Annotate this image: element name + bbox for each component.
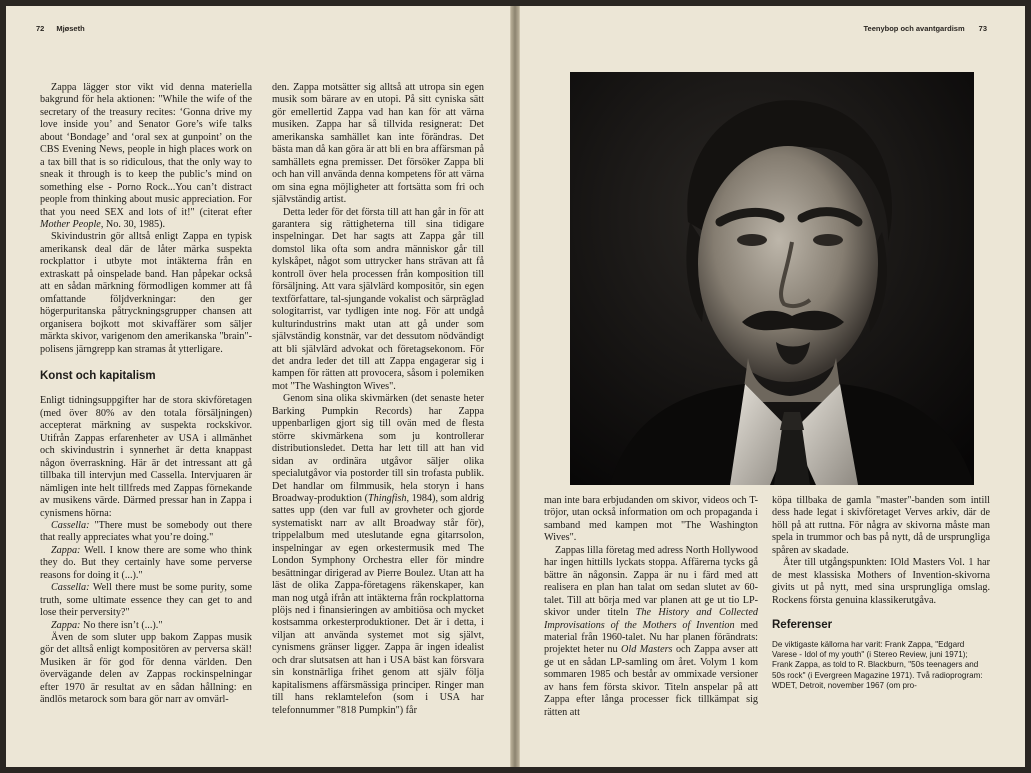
section-heading: Konst och kapitalism: [40, 369, 156, 382]
dialogue-line: Cassella: "There must be somebody out there that really appreciates what you’re doing.": [40, 519, 252, 544]
paragraph: Åter till utgångspunkten: IOld Masters Vol. 1 har de mest klassiska Mothers of Invention-skivorna givits ut på nytt, med sina ursprungliga omslag. Rockens första genuina klassikerutgåva.: [772, 557, 990, 606]
portrait-illustration: [570, 72, 974, 485]
paragraph: den. Zappa motsätter sig alltså att utropa sin egen musik som bärare av en utopi. På sitt cyniska sätt gör emellertid Zappa vad han kan för att värna musiken. Zappa har så tillvida resignerat: Det amerikanska samhället kan inte förändras. Det bästa man då kan göra är att bli en bra affärsman på samhällets egna premisser. Det försöker Zappa bli och han vill använda denna kompetens för att värna om sina egna möjligheter att fortsätta som fri och självständig artist.: [272, 82, 484, 206]
dialogue-line: Cassella: Well there must be some purity, some truth, some ultimate essence they can get to and lose their perversity?": [40, 582, 252, 619]
paragraph: Detta leder för det första till att han går in för att garantera sig rättigheterna till sina tidigare inspelningar. Det har sagts att Zappa går till domstol lika ofta som andra människor går till kylskåpet, något som uttrycker hans strävan att få kontroll över hela processen från komposition till försäljning. Att vara självlärd kompositör, sin egen textförfattare, tal-sjungande vokalist och särpräglad sologitarrist, var tydligen inte nog. För att undgå kulturindustrins makt utan att gå under som självständig konstnär, var det dessutom nödvändigt att bli självlärd advokat och företagsekonom. För det andra leder det till att Zappa engagerar sig i kampen för rätten att provocera, såsom i polemiken mot "The Washington Wives".: [272, 206, 484, 392]
citation-title: Mother People: [40, 218, 101, 230]
references-text: De viktigaste källorna har varit: Frank Zappa, "Edgard Varese - Idol of my youth" (i Stereo Review, juni 1971); Frank Zappa, as told to R. Blackburn, "50s teenagers and 50s rock" (i Evergreen Magazine 1971). Två radioprogram: WDET, Detroit, november 1967 (om pro-: [772, 639, 983, 691]
right-column-2: [772, 495, 990, 763]
dialogue-line: Zappa: Well. I know there are some who think they do. But they certainly have some perverse reasons for doing it (...).": [40, 544, 252, 581]
right-page-number: 73: [978, 24, 987, 33]
paragraph: man inte bara erbjudanden om skivor, videos och T-tröjor, utan också information om och propaganda i samband med kampen mot "The Washington Wives".: [544, 495, 758, 544]
left-running-head-author: Mjøseth: [56, 24, 85, 33]
right-running-head-title: Teenybop och avantgardism: [863, 24, 965, 33]
left-page-number: 72: [36, 24, 45, 33]
portrait-photo: [570, 72, 974, 485]
paragraph: Genom sina olika skivmärken (det senaste heter Barking Pumpkin Records) har Zappa uppenbarligen gjort sig till ovän med de flesta större skivmärkena som ju kontrollerar distributionsledet. Detta har lett till att han vid sidan av ordinära utgåvor säljer olika specialutgåvor via postorder till sin trofasta publik. Det handlar om filmmusik, hela storyn i hans Broadway-produktion (Thingfish, 1984), som aldrig sattes upp (den var full av grovheter och gjorde systematiskt narr av allt Broadway står för), trippelalbum med uteslutande egna gitarrsolon, inspelningar av egen orkestermusik med The London Symphony Orchestra eller för mindre besättningar dirigerad av Pierre Boulez. Utan att ha läst de olika Zappa-företagens räkenskaper, kan man nog utgå ifrån att intäkterna från rockplattorna plöjs ned i finansieringen av ambitiösa och mycket kostsamma orkesterproduktioner. Det är i detta, i viljan att använda systemet mot sig självt, cynismens gränser ligger. Zappa är ingen idealist och drar slutsatsen att han i USA bäst kan försvara sin konstnärliga frihet genom att själv följa kapitalismens affärsmässiga principer. Ringer man till hans reklamtelefon (som i USA har telefonnummer "818 Pumpkin") får: [272, 393, 484, 716]
speaker: Cassella:: [51, 519, 90, 531]
left-column-2: [272, 82, 484, 762]
paragraph: Enligt tidningsuppgifter har de stora skivföretagen (med över 80% av den totala försäljningen) accepterat märkning av suspekta rockskivor. Utifrån Zappas erfarenheter av USA i allmänhet och skivindustrin i synnerhet är detta knappast någon överraskning. Här är det intressant att gå tillbaka till intervjun med Cassella. Intervjuaren är nämligen inte helt tillfreds med Zappas förnekande av musikens värde. Därmed pressar han in Zappa i cynismens hörna:: [40, 395, 252, 519]
paragraph: Skivindustrin gör alltså enligt Zappa en typisk amerikansk deal där de låter märka suspekta rockplattor i utbyte mot intäkterna från en extraskatt på oinspelade band. Han påpekar också att en sådan märkning förmodligen kommer att få omfattande följdverkningar: den ger högerpuritanska påtryckningsgrupper chansen att organisera bojkott mot skivaffärer som säljer märkta skivor, varigenom den amerikanska "brain"-polisens järngrepp kan stramas åt ytterligare.: [40, 231, 252, 355]
right-column-1: [544, 495, 758, 763]
speaker: Zappa:: [51, 619, 81, 631]
speaker: Cassella:: [51, 582, 90, 594]
right-running-head: [864, 24, 987, 33]
paragraph: Även de som sluter upp bakom Zappas musik gör det alltså enligt kompositören av perversa skäl! Musiken är för god för denna världen. Den övervägande delen av Zappas rockinspelningar efter 1970 är resultat av en sådan hållning: en ändlös metarock som bara gör narr av omvärl-: [40, 632, 252, 706]
speaker: Zappa:: [51, 544, 81, 556]
left-running-head: [36, 24, 85, 33]
references-heading: Referenser: [772, 619, 833, 632]
left-column-1: [40, 82, 252, 762]
right-page: [519, 6, 1025, 767]
book-gutter: [511, 6, 519, 767]
dialogue-line: Zappa: No there isn’t (...).": [51, 619, 163, 631]
paragraph: Zappas lilla företag med adress North Hollywood har ingen hittills lyckats stoppa. Affärerna tycks gå bättre än någonsin. Zappa är nu i färd med att realisera en plan han talat om sedan slutet av 60-talet. Till att börja med var planen att ge ut tio LP-skivor under titeln The History and Collected Improvisations of the Mothers of Invention med material från 1960-talet. Nu har planen förändrats: projektet heter nu Old Masters och Zappa avser att ge ut en sådan LP-samling om året. Volym 1 kom sommaren 1985 och består av ommixade versioner av hans fem första skivor. Titeln anspelar på att Zappa efter långa processer fick tillkämpat sig rätten att: [544, 544, 759, 718]
citation-title: Thingfish: [368, 492, 407, 504]
paragraph: Zappa lägger stor vikt vid denna materiella bakgrund för hela aktionen: "While the wife of the secretary of the treasury recites: ‘Gonna drive my love inside you’ and Senator Gore’s wife talks about ‘Bondage’ and ‘oral sex at gunpoint’ on the CBS Evening News, people in high places work on a tax bill that is so ridiculous, that the only way to sneak it through is to keep the public’s mind on something else - Porno Rock...You can’t distract people from thinking about music appreciation. For that you need SEX and lots of it!" (citerat efter Mother People, No. 30, 1985).: [40, 82, 252, 230]
left-page: [6, 6, 511, 767]
citation-title: Old Masters: [621, 644, 673, 656]
citation-title: The History and Collected Improvisations of the Mothers of Invention: [544, 607, 758, 631]
paragraph: köpa tillbaka de gamla "master"-banden som intill dess hade legat i skivföretaget Verves arkiv, där de höll på att ruttna. För några av skivorna måste man spela in trummor och bas på nytt, då de ursprungliga spåren av skadade.: [772, 495, 990, 556]
